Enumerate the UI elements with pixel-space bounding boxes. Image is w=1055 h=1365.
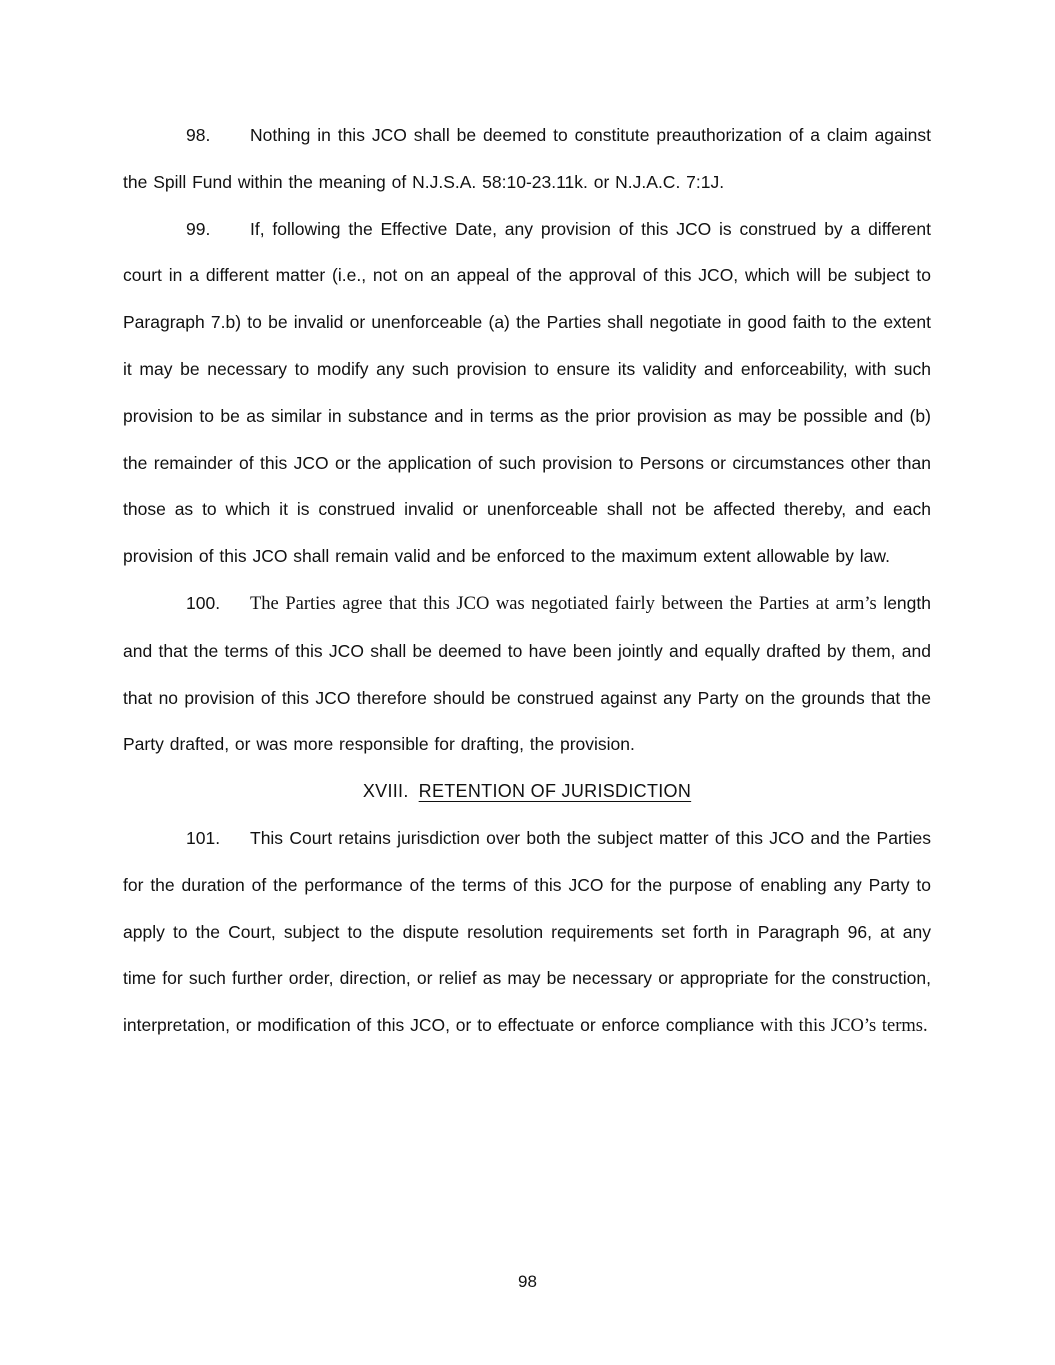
paragraph-number: 98. — [186, 125, 211, 145]
section-number: XVIII. — [362, 781, 409, 802]
paragraph-text: length and that the terms of this JCO shall be deemed to have been jointly and equally drafted by them, and that no provision of this JCO therefore should be construed against any Party on the grounds that the Party drafted, or was more responsible for drafting, the provision. — [123, 592, 931, 755]
section-heading — [123, 768, 931, 815]
paragraph-text: with this JCO’s terms. — [760, 1016, 928, 1037]
paragraph-text: If, following the Effective Date, any provision of this JCO is construed by a different court in a different matter (i.e., not on an appeal of the approval of this JCO, which will be subject to Paragraph 7.b) to be invalid or unenforceable (a) the Parties shall negotiate in good faith to the extent it may be necessary to modify any such provision to ensure its validity and enforceability, with such provision to be as similar in substance and in terms as the prior provision as may be possible and (b) the remainder of this JCO or the application of such provision to Persons or circumstances other than those as to which it is construed invalid or unenforceable shall not be affected thereby, and each provision of this JCO shall remain valid and be enforced to the maximum extent allowable by law. — [123, 218, 931, 567]
page-number: 98 — [518, 1272, 537, 1291]
paragraph-text: Nothing in this JCO shall be deemed to constitute preauthorization of a claim against the Spill Fund within the meaning of N.J.S.A. 58:10-23.11k. or N.J.A.C. 7:1J. — [123, 125, 931, 192]
paragraph-number: 99. — [186, 218, 211, 239]
document-paragraph — [123, 580, 931, 768]
paragraph-text: The Parties agree that this JCO was negotiated fairly between the Parties at arm’s — [250, 593, 884, 614]
paragraph-number: 100. — [186, 592, 221, 613]
document-paragraph — [123, 112, 931, 206]
document-paragraph — [123, 815, 931, 1050]
paragraph-text: This Court retains jurisdiction over both the subject matter of this JCO and the Parties for the duration of the performance of the terms of this JCO for the purpose of enabling any Party to apply to the Court, subject to the dispute resolution requirements set forth in Paragraph 96, at any time for such further order, direction, or relief as may be necessary or appropriate for the construction, interpretation, or modification of this JCO, or to effectuate or enforce compliance — [123, 827, 931, 1036]
document-body — [123, 112, 931, 1050]
section-title: RETENTION OF JURISDICTION — [418, 781, 692, 802]
paragraph-number: 101. — [186, 827, 221, 848]
document-paragraph — [123, 206, 931, 580]
